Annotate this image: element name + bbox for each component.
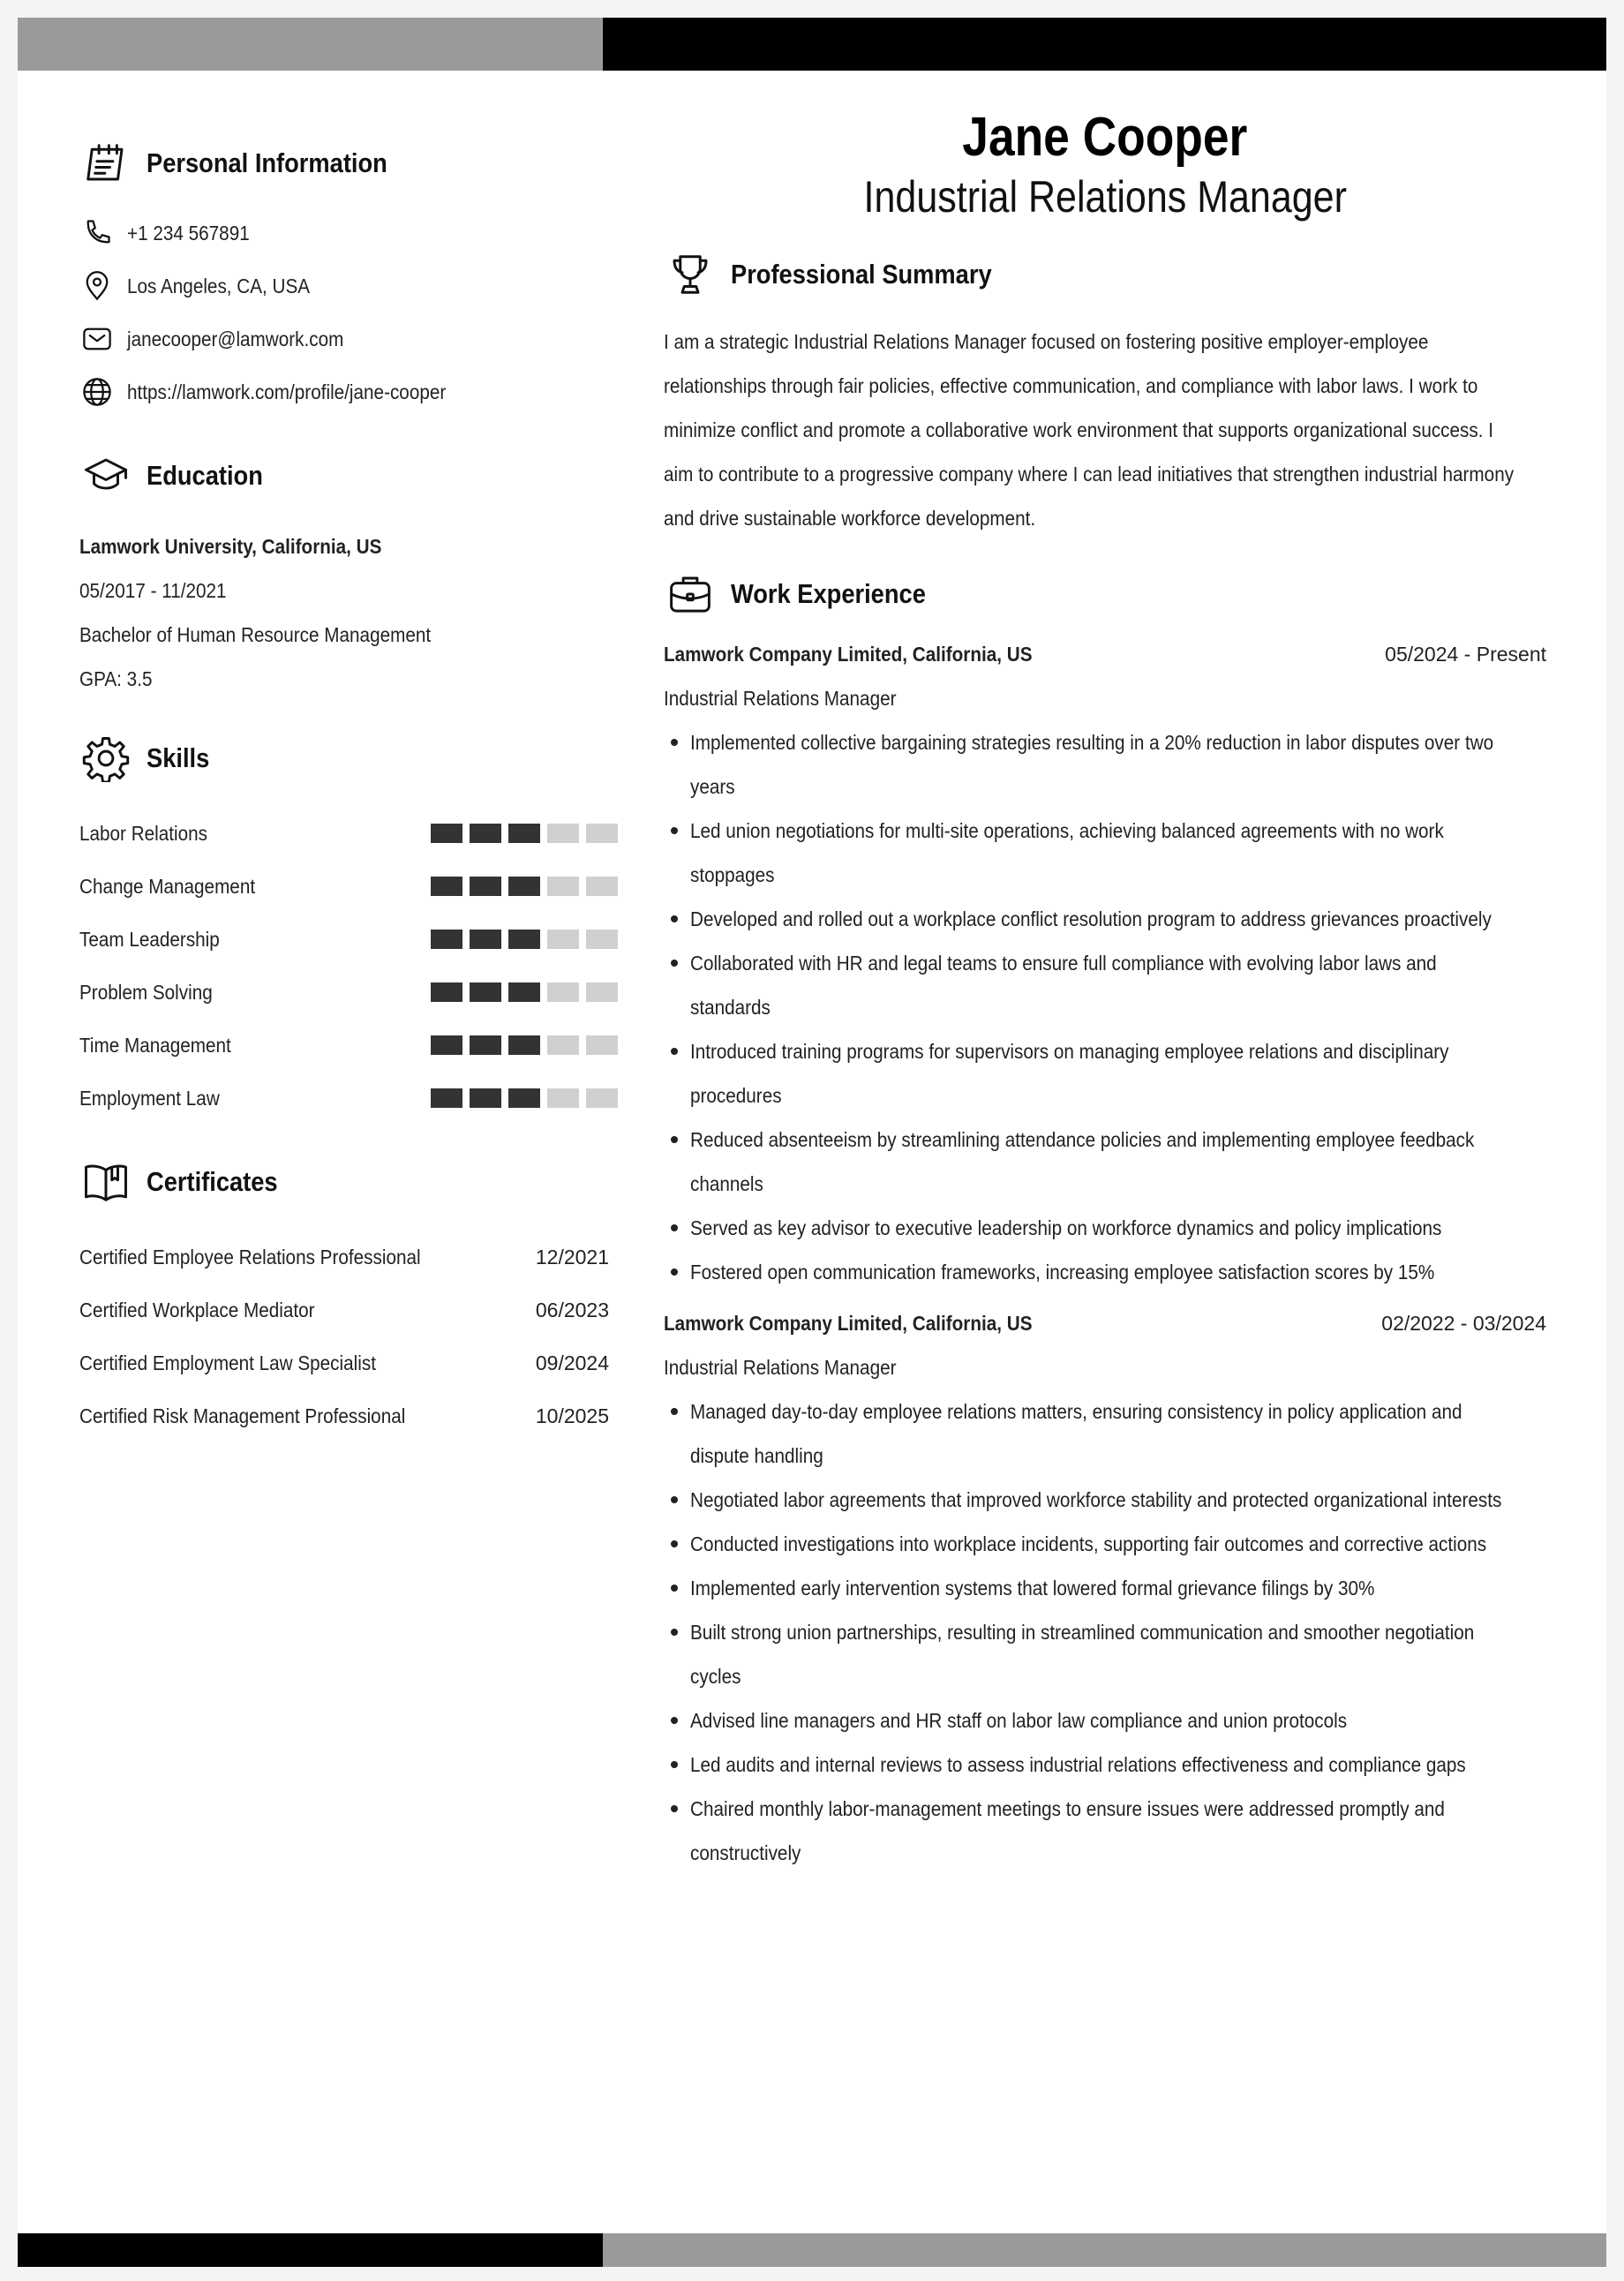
certificate-row [79,1389,609,1442]
left-column [79,132,609,1442]
phone-icon [79,215,115,251]
bullet-line: Led audits and internal reviews to assess industrial relations effectiveness and compliance gaps [690,1753,1466,1776]
education-dates: 05/2017 - 11/2021 [79,578,227,602]
school-name: Lamwork University, California, US [79,534,382,558]
bullet-line: Reduced absenteeism by streamlining attendance policies and implementing employee feedback [690,1128,1475,1151]
skill-level-block [508,824,540,843]
bullet-item [664,1743,1564,1787]
email-text: janecooper@lamwork.com [127,327,344,350]
bullet-item [664,1698,1564,1743]
skill-level-block [431,877,462,896]
edu-gpa-line [79,657,609,701]
bullet-item [664,1478,1564,1522]
bullet-line: Fostered open communication frameworks, increasing employee satisfaction scores by 15% [690,1261,1435,1284]
job-bullets [664,720,1564,1294]
skill-row [79,1019,618,1072]
skill-level-block [431,1035,462,1055]
certificate-date: 10/2025 [535,1404,609,1427]
job-header [664,632,1546,676]
bullet-item [664,1118,1564,1206]
skill-row [79,1072,618,1125]
certificate-date: 06/2023 [535,1298,609,1321]
skill-level-block [508,982,540,1002]
job-dates: 02/2022 - 03/2024 [1381,1311,1546,1335]
briefcase-icon [664,568,717,621]
edu-degree-line [79,613,609,657]
skill-level-block [470,1088,501,1108]
certificate-date: 09/2024 [535,1351,609,1374]
bullet-item [664,1522,1564,1566]
bullet-item [664,1787,1564,1875]
bullet-line: standards [690,996,771,1019]
education-header [79,445,609,507]
certificate-row [79,1231,609,1284]
skill-level-meter [431,1088,618,1108]
job-entry [664,632,1564,1294]
job-title: Industrial Relations Manager [664,1355,897,1379]
contact-list [79,207,609,418]
bullet-item [664,1206,1564,1250]
bullet-line: stoppages [690,863,775,886]
skill-level-block [586,824,618,843]
bullet-line: Managed day-to-day employee relations matters, ensuring consistency in policy application and [690,1400,1462,1423]
skill-level-block [470,877,501,896]
bullet-line: Served as key advisor to executive leadership on workforce dynamics and policy implications [690,1216,1442,1239]
trophy-icon [664,248,717,301]
skill-level-block [470,930,501,949]
website-text: https://lamwork.com/profile/jane-cooper [127,380,447,403]
gpa: GPA: 3.5 [79,666,153,690]
top-left-accent-bar [18,18,603,71]
bullet-item [664,1250,1564,1294]
job-company: Lamwork Company Limited, California, US [664,1311,1033,1335]
summary-paragraph [664,320,1555,540]
certificate-row [79,1336,609,1389]
bullet-item [664,1389,1564,1478]
bullet-item [664,720,1564,809]
resume-page [18,18,1606,2267]
bullet-line: procedures [690,1084,782,1107]
bullet-item [664,941,1564,1029]
bullet-item [664,809,1564,897]
skill-level-block [586,930,618,949]
contact-website [79,365,609,418]
job-company: Lamwork Company Limited, California, US [664,642,1033,666]
skill-level-block [547,1035,579,1055]
bullet-item [664,1610,1564,1698]
skill-level-block [470,1035,501,1055]
bullet-line: Advised line managers and HR staff on labor law compliance and union protocols [690,1709,1348,1732]
job-bullets [664,1389,1564,1875]
skill-level-block [586,982,618,1002]
bullet-line: Negotiated labor agreements that improved workforce stability and protected organizational interests [690,1488,1502,1511]
skill-level-block [547,930,579,949]
bullet-line: channels [690,1172,763,1195]
skills-list [79,807,609,1125]
location-pin-icon [79,268,115,304]
certificates-header [79,1151,609,1213]
job-title-line [664,676,1564,720]
skill-level-block [508,1035,540,1055]
job-dates: 05/2024 - Present [1385,642,1546,666]
skill-level-block [470,824,501,843]
bullet-line: Implemented collective bargaining strategies resulting in a 20% reduction in labor disputes over two [690,731,1494,754]
skill-level-block [431,930,462,949]
skill-level-block [431,1088,462,1108]
certificate-name: Certified Risk Management Professional [79,1404,406,1427]
candidate-title: Industrial Relations Manager [863,172,1347,222]
mail-icon [79,321,115,357]
skill-level-meter [431,1035,618,1055]
candidate-name: Jane Cooper [962,107,1248,168]
experience-list [664,632,1564,1875]
skill-name: Team Leadership [79,927,220,951]
skill-level-block [431,982,462,1002]
bullet-line: Led union negotiations for multi-site operations, achieving balanced agreements with no work [690,819,1444,842]
skill-row [79,860,618,913]
bullet-line: constructively [690,1841,801,1864]
bullet-line: Chaired monthly labor-management meetings to ensure issues were addressed promptly and [690,1797,1445,1820]
skill-level-block [547,982,579,1002]
skill-name: Time Management [79,1033,231,1057]
job-title-line [664,1345,1564,1389]
section-title: Education [147,460,263,491]
contact-location [79,260,609,312]
section-title: Skills [147,742,210,773]
skill-level-block [586,877,618,896]
certificate-name: Certified Employee Relations Professional [79,1245,421,1268]
skills-header [79,727,609,789]
skill-level-block [586,1035,618,1055]
bullet-line: years [690,775,735,798]
bullet-line: cycles [690,1665,741,1688]
certificate-name: Certified Workplace Mediator [79,1298,315,1321]
education-entry [79,524,609,701]
skill-level-meter [431,877,618,896]
summary-line: and drive sustainable workforce development. [664,507,1036,530]
certificate-row [79,1284,609,1336]
right-column [664,106,1564,1875]
contact-email [79,312,609,365]
certificate-name: Certified Employment Law Specialist [79,1351,376,1374]
bullet-line: Implemented early intervention systems that lowered formal grievance filings by 30% [690,1577,1375,1600]
edu-school-line [79,524,609,568]
bullet-line: Built strong union partnerships, resulting in streamlined communication and smoother negotiation [690,1621,1475,1644]
location-text: Los Angeles, CA, USA [127,274,311,297]
gear-icon [79,732,132,785]
skill-name: Employment Law [79,1086,220,1110]
calendar-note-icon [79,137,132,190]
bullet-item [664,1029,1564,1118]
summary-line: minimize conflict and promote a collaborative work environment that supports organizational success. I [664,418,1494,441]
skill-level-block [470,982,501,1002]
summary-line: relationships through fair policies, effective communication, and compliance with labor laws. I work to [664,374,1478,397]
edu-dates-line [79,568,609,613]
bullet-line: dispute handling [690,1444,823,1467]
skill-name: Change Management [79,874,256,898]
job-entry [664,1301,1564,1875]
skill-row [79,913,618,966]
phone-text: +1 234 567891 [127,221,250,245]
bullet-line: Conducted investigations into workplace incidents, supporting fair outcomes and corrective actions [690,1532,1487,1555]
job-header [664,1301,1546,1345]
skill-level-block [586,1088,618,1108]
certificate-date: 12/2021 [535,1245,609,1268]
section-title: Work Experience [731,578,926,609]
skill-name: Labor Relations [79,821,207,845]
summary-header [664,244,1564,305]
certificates-list [79,1231,609,1442]
skill-level-meter [431,824,618,843]
top-right-accent-bar [603,18,1606,71]
skill-level-meter [431,930,618,949]
section-title: Personal Information [147,147,387,178]
bullet-item [664,897,1564,941]
degree: Bachelor of Human Resource Management [79,622,432,646]
bullet-line: Collaborated with HR and legal teams to ensure full compliance with evolving labor laws and [690,952,1437,975]
contact-phone [79,207,609,260]
skill-level-meter [431,982,618,1002]
summary-line: I am a strategic Industrial Relations Manager focused on fostering positive employer-employee [664,330,1429,353]
header-block [664,106,1546,224]
open-book-icon [79,1156,132,1208]
bullet-line: Developed and rolled out a workplace conflict resolution program to address grievances proactively [690,907,1492,930]
skill-level-block [508,1088,540,1108]
skill-level-block [431,824,462,843]
skill-level-block [547,824,579,843]
graduation-cap-icon [79,449,132,502]
experience-header [664,563,1564,625]
bottom-right-accent-bar [603,2233,1606,2267]
skill-level-block [547,1088,579,1108]
section-title: Professional Summary [731,259,992,290]
skill-level-block [508,877,540,896]
skill-name: Problem Solving [79,980,213,1004]
job-title: Industrial Relations Manager [664,686,897,710]
summary-line: aim to contribute to a progressive company where I can lead initiatives that strengthen industrial harmony [664,463,1515,486]
skill-row [79,966,618,1019]
bottom-left-accent-bar [18,2233,603,2267]
skill-row [79,807,618,860]
skill-level-block [547,877,579,896]
bullet-line: Introduced training programs for supervisors on managing employee relations and disciplinary [690,1040,1449,1063]
globe-icon [79,374,115,410]
personal-info-header [79,132,609,194]
section-title: Certificates [147,1166,278,1197]
skill-level-block [508,930,540,949]
bullet-item [664,1566,1564,1610]
